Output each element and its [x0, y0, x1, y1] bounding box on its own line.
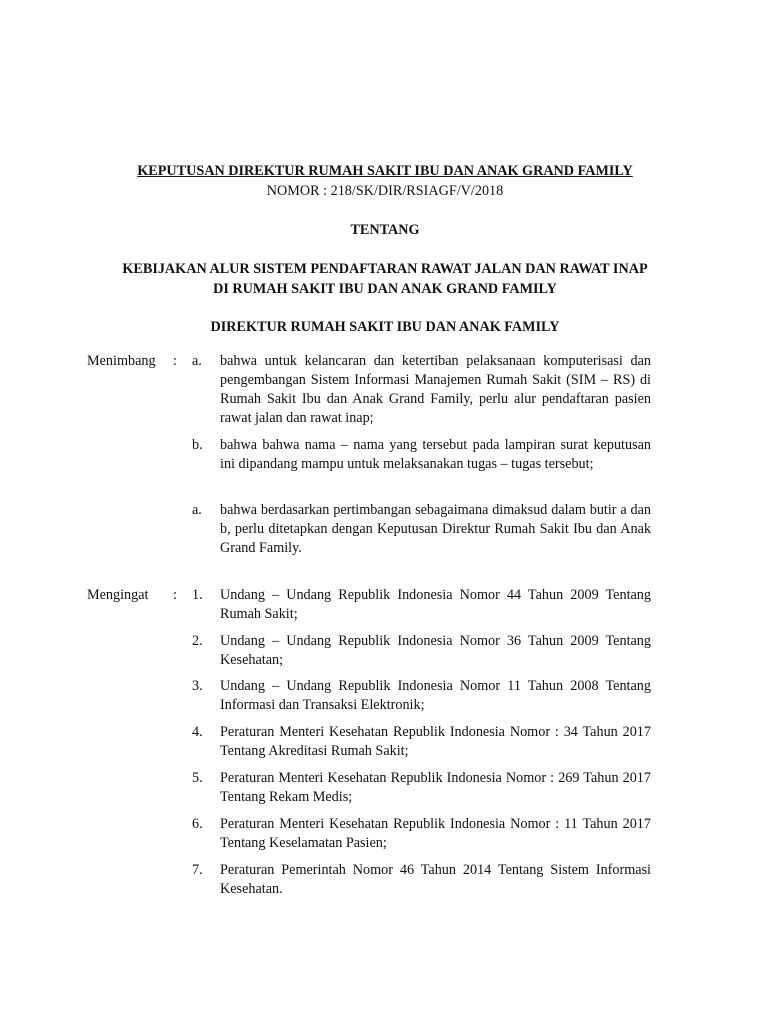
decree-number: NOMOR : 218/SK/DIR/RSIAGF/V/2018	[266, 183, 504, 199]
item-marker: 4.	[192, 724, 203, 740]
menimbang-label: Menimbang	[87, 353, 156, 369]
menimbang-colon: :	[173, 353, 177, 369]
tentang-heading: TENTANG	[350, 222, 420, 238]
item-text: Peraturan Menteri Kesehatan Republik Indonesia Nomor : 11 Tahun 2017 Tentang Keselamatan Pasien;	[220, 816, 651, 851]
item-marker: 3.	[192, 678, 203, 694]
item-marker: 7.	[192, 862, 203, 878]
item-text: Peraturan Menteri Kesehatan Republik Indonesia Nomor : 34 Tahun 2017 Tentang Akreditasi Rumah Sakit;	[220, 724, 651, 759]
item-text: bahwa bahwa nama – nama yang tersebut pada lampiran surat keputusan ini dipandang mampu untuk melaksanakan tugas – tugas tersebut;	[220, 437, 651, 472]
item-text: Undang – Undang Republik Indonesia Nomor 11 Tahun 2008 Tentang Informasi dan Transaksi Elektronik;	[220, 678, 651, 713]
item-marker: a.	[192, 502, 202, 518]
mengingat-colon: :	[173, 587, 177, 603]
item-marker: b.	[192, 437, 203, 453]
item-marker: a.	[192, 353, 202, 369]
item-marker: 6.	[192, 816, 203, 832]
item-text: bahwa berdasarkan pertimbangan sebagaimana dimaksud dalam butir a dan b, perlu ditetapkan dengan Keputusan Direktur Rumah Sakit Ibu dan Anak Grand Family.	[220, 502, 651, 556]
mengingat-label: Mengingat	[87, 587, 149, 603]
item-text: Peraturan Menteri Kesehatan Republik Indonesia Nomor : 269 Tahun 2017 Tentang Rekam Medis;	[220, 770, 651, 805]
director-heading: DIREKTUR RUMAH SAKIT IBU DAN ANAK FAMILY	[210, 319, 560, 335]
decree-title: KEPUTUSAN DIREKTUR RUMAH SAKIT IBU DAN ANAK GRAND FAMILY	[137, 163, 633, 179]
item-text: Undang – Undang Republik Indonesia Nomor 36 Tahun 2009 Tentang Kesehatan;	[220, 633, 651, 668]
item-marker: 5.	[192, 770, 203, 786]
item-text: bahwa untuk kelancaran dan ketertiban pelaksanaan komputerisasi dan pengembangan Sistem Informasi Manajemen Rumah Sakit (SIM – RS) di Rumah Sakit Ibu dan Anak Grand Family, perlu alur pendaftaran pasien rawat jalan dan rawat inap;	[220, 353, 651, 426]
item-marker: 1.	[192, 587, 203, 603]
item-text: Peraturan Pemerintah Nomor 46 Tahun 2014 Tentang Sistem Informasi Kesehatan.	[220, 862, 651, 897]
subject-line-2: DI RUMAH SAKIT IBU DAN ANAK GRAND FAMILY	[213, 281, 557, 297]
item-marker: 2.	[192, 633, 203, 649]
item-text: Undang – Undang Republik Indonesia Nomor 44 Tahun 2009 Tentang Rumah Sakit;	[220, 587, 651, 622]
subject-line-1: KEBIJAKAN ALUR SISTEM PENDAFTARAN RAWAT JALAN DAN RAWAT INAP	[122, 261, 648, 277]
